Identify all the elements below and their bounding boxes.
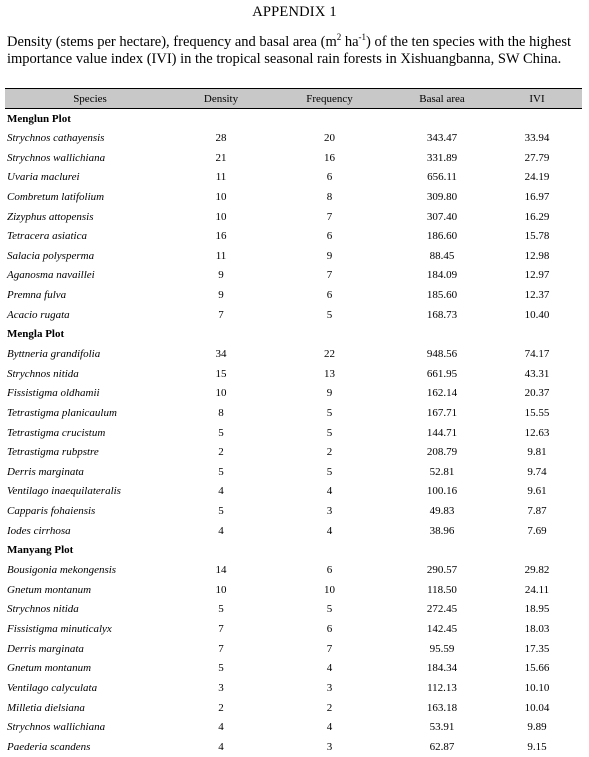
ivi-value: 18.03 — [524, 622, 550, 635]
frequency-value: 4 — [326, 662, 333, 675]
table-row — [5, 501, 582, 521]
table-row — [5, 462, 582, 482]
frequency-value: 5 — [326, 406, 333, 419]
frequency-value: 6 — [326, 622, 333, 635]
density-value: 9 — [218, 289, 224, 302]
table-row — [5, 442, 582, 462]
density-value: 10 — [215, 387, 227, 400]
species-table — [5, 88, 582, 757]
species-name: Fissistigma oldhamii — [7, 387, 100, 400]
species-name: Ventilago calyculata — [7, 681, 98, 694]
frequency-value: 5 — [326, 426, 333, 439]
basal-area-value: 948.56 — [426, 348, 458, 360]
plot-heading: Mengla Plot — [7, 328, 65, 341]
frequency-value: 4 — [326, 721, 333, 734]
header-ivi: IVI — [492, 89, 582, 109]
density-value: 21 — [215, 151, 227, 164]
ivi-value: 7.87 — [527, 505, 547, 518]
frequency-value: 8 — [326, 190, 333, 203]
basal-area-value: 331.89 — [426, 151, 458, 164]
basal-area-value: 290.57 — [426, 564, 458, 577]
ivi-value: 12.63 — [524, 426, 550, 439]
basal-area-value: 88.45 — [429, 249, 455, 262]
frequency-value: 16 — [324, 151, 335, 164]
frequency-value: 3 — [326, 505, 333, 518]
table-row — [5, 383, 582, 403]
table-row — [5, 226, 582, 246]
ivi-value: 10.40 — [524, 308, 550, 321]
basal-area-value: 100.16 — [426, 485, 458, 498]
species-name: Premna fulva — [7, 289, 67, 302]
table-row — [5, 246, 582, 266]
density-value: 2 — [218, 701, 224, 714]
frequency-value: 7 — [326, 642, 333, 655]
table-row — [5, 678, 582, 698]
frequency-value: 7 — [326, 269, 333, 282]
header-basal-area: Basal area — [392, 89, 492, 109]
basal-area-value: 142.45 — [426, 622, 458, 635]
basal-area-value: 168.73 — [426, 308, 458, 321]
table-row — [5, 148, 582, 168]
density-value: 5 — [218, 426, 224, 439]
ivi-value: 10.04 — [524, 701, 550, 714]
density-value: 5 — [218, 505, 224, 518]
plot-heading: Manyang Plot — [7, 544, 74, 557]
frequency-value: 6 — [326, 564, 333, 577]
ivi-value: 29.82 — [524, 564, 550, 577]
table-row — [5, 737, 582, 757]
table-row — [5, 128, 582, 148]
frequency-value: 6 — [326, 230, 333, 243]
frequency-value: 20 — [324, 131, 335, 144]
density-value: 3 — [218, 681, 224, 694]
ivi-value: 9.61 — [527, 485, 547, 498]
species-name: Salacia polysperma — [7, 249, 95, 262]
header-species: Species — [5, 89, 175, 109]
frequency-value: 4 — [326, 524, 333, 537]
header-density: Density — [175, 89, 267, 109]
basal-area-value: 62.87 — [429, 740, 455, 753]
ivi-value: 12.37 — [524, 289, 550, 302]
ivi-value: 15.78 — [524, 230, 550, 243]
ivi-value: 10.10 — [524, 681, 550, 694]
species-name: Tetrastigma planicaulum — [7, 406, 117, 419]
species-name: Acacio rugata — [7, 308, 70, 321]
basal-area-value: 49.83 — [429, 505, 455, 518]
basal-area-value: 53.91 — [429, 721, 455, 734]
basal-area-value: 307.40 — [426, 210, 458, 223]
ivi-value: 24.19 — [524, 171, 550, 184]
species-name: Strychnos wallichiana — [7, 151, 106, 164]
density-value: 5 — [218, 465, 224, 478]
species-name: Tetrastigma crucistum — [7, 426, 106, 439]
density-value: 4 — [218, 524, 224, 537]
basal-area-value: 309.80 — [426, 190, 458, 203]
table-row — [5, 266, 582, 286]
species-name: Iodes cirrhosa — [7, 524, 71, 537]
table-row — [5, 600, 582, 620]
density-value: 4 — [218, 740, 224, 753]
table-row — [5, 698, 582, 718]
frequency-value: 22 — [324, 348, 335, 360]
basal-area-value: 95.59 — [429, 642, 455, 655]
basal-area-value: 185.60 — [426, 289, 458, 302]
density-value: 15 — [215, 367, 227, 380]
density-value: 7 — [218, 642, 224, 655]
frequency-value: 9 — [326, 387, 333, 400]
ivi-value: 9.74 — [527, 465, 547, 478]
species-name: Milletia dielsiana — [7, 701, 85, 714]
density-value: 11 — [215, 249, 227, 262]
ivi-value: 33.94 — [524, 131, 550, 144]
table-row — [5, 423, 582, 443]
species-name: Derris marginata — [7, 642, 84, 655]
species-name: Uvaria maclurei — [7, 171, 80, 184]
density-value: 4 — [218, 721, 224, 734]
table-row — [5, 285, 582, 305]
density-value: 8 — [218, 406, 224, 419]
frequency-value: 3 — [326, 740, 333, 753]
caption-superscript-neg1: -1 — [358, 32, 367, 43]
density-value: 28 — [215, 131, 227, 144]
basal-area-value: 661.95 — [426, 367, 458, 380]
caption-text-end: ) of the ten species with the highest importance value index (IVI) in the tropical seasonal rain forests in Xishuangbanna, SW China. — [7, 34, 572, 67]
basal-area-value: 656.11 — [427, 171, 457, 184]
density-value: 9 — [218, 269, 224, 282]
frequency-value: 3 — [326, 681, 333, 694]
frequency-value: 9 — [326, 249, 333, 262]
density-value: 2 — [218, 446, 224, 459]
table-caption — [7, 34, 585, 67]
density-value: 14 — [215, 564, 227, 577]
basal-area-value: 208.79 — [426, 446, 458, 459]
frequency-value: 6 — [326, 171, 333, 184]
density-value: 5 — [218, 662, 224, 675]
frequency-value: 5 — [326, 603, 333, 616]
ivi-value: 20.37 — [524, 387, 550, 400]
density-value: 10 — [215, 583, 227, 596]
species-name: Strychnos nitida — [7, 603, 79, 616]
ivi-value: 9.81 — [527, 446, 547, 459]
basal-area-value: 272.45 — [426, 603, 458, 616]
table-row — [5, 167, 582, 187]
ivi-value: 27.79 — [524, 151, 550, 164]
species-name: Strychnos nitida — [7, 367, 79, 380]
appendix-title: APPENDIX 1 — [252, 4, 337, 20]
header-frequency: Frequency — [267, 89, 392, 109]
ivi-value: 74.17 — [524, 348, 550, 360]
table-row — [5, 639, 582, 659]
density-value: 10 — [215, 190, 227, 203]
species-name: Byttneria grandifolia — [7, 348, 101, 360]
frequency-value: 13 — [324, 367, 335, 380]
table-row — [5, 619, 582, 639]
basal-area-value: 38.96 — [429, 524, 455, 537]
species-name: Ventilago inaequilateralis — [7, 485, 121, 498]
table-row — [5, 305, 582, 325]
ivi-value: 9.89 — [527, 721, 547, 734]
basal-area-value: 52.81 — [429, 465, 455, 478]
species-name: Fissistigma minuticalyx — [7, 622, 112, 635]
ivi-value: 9.15 — [527, 740, 547, 753]
frequency-value: 6 — [326, 289, 333, 302]
species-name: Strychnos wallichiana — [7, 721, 106, 734]
frequency-value: 4 — [326, 485, 333, 498]
table-row — [5, 658, 582, 678]
plot-heading-row — [5, 325, 582, 345]
ivi-value: 12.98 — [524, 249, 550, 262]
plot-heading-row — [5, 109, 582, 129]
ivi-value: 16.29 — [524, 210, 550, 223]
ivi-value: 15.66 — [524, 662, 550, 675]
frequency-value: 2 — [326, 446, 333, 459]
basal-area-value: 162.14 — [426, 387, 458, 400]
species-name: Gnetum montanum — [7, 583, 92, 596]
species-name: Tetrastigma rubpstre — [7, 446, 99, 459]
table-header-row — [5, 89, 582, 109]
frequency-value: 2 — [326, 701, 333, 714]
basal-area-value: 112.13 — [427, 681, 457, 694]
species-name: Bousigonia mekongensis — [7, 564, 117, 577]
density-value: 16 — [215, 230, 227, 243]
density-value: 34 — [215, 348, 227, 360]
table-row — [5, 521, 582, 541]
frequency-value: 10 — [324, 583, 335, 596]
species-name: Tetracera asiatica — [7, 230, 87, 243]
ivi-value: 24.11 — [524, 583, 550, 596]
ivi-value: 18.95 — [524, 603, 550, 616]
caption-text-start: Density (stems per hectare), frequency and basal area (m — [7, 34, 337, 50]
basal-area-value: 144.71 — [426, 426, 458, 439]
basal-area-value: 167.71 — [426, 406, 458, 419]
table-row — [5, 344, 582, 364]
basal-area-value: 118.50 — [427, 583, 457, 596]
species-name: Aganosma navaillei — [7, 269, 95, 282]
frequency-value: 5 — [326, 465, 333, 478]
density-value: 4 — [218, 485, 224, 498]
frequency-value: 7 — [326, 210, 333, 223]
ivi-value: 43.31 — [524, 367, 550, 380]
density-value: 7 — [218, 622, 224, 635]
ivi-value: 7.69 — [527, 524, 547, 537]
table-body — [5, 109, 582, 757]
basal-area-value: 184.34 — [426, 662, 458, 675]
table-row — [5, 403, 582, 423]
species-name: Capparis fohaiensis — [7, 505, 96, 518]
table-row — [5, 560, 582, 580]
basal-area-value: 184.09 — [426, 269, 458, 282]
ivi-value: 12.97 — [524, 269, 550, 282]
species-name: Zizyphus attopensis — [7, 210, 94, 223]
table-row — [5, 207, 582, 227]
table-row — [5, 187, 582, 207]
density-value: 10 — [215, 210, 227, 223]
plot-heading: Menglun Plot — [7, 112, 71, 125]
table-header — [5, 89, 582, 109]
table-row — [5, 580, 582, 600]
frequency-value: 5 — [326, 308, 333, 321]
ivi-value: 17.35 — [524, 642, 550, 655]
table-row — [5, 717, 582, 737]
species-name: Derris marginata — [7, 465, 84, 478]
basal-area-value: 186.60 — [426, 230, 458, 243]
caption-text-middle: ha — [341, 34, 359, 50]
species-name: Strychnos cathayensis — [7, 131, 105, 144]
caption-superscript-2: 2 — [336, 32, 342, 43]
density-value: 7 — [218, 308, 224, 321]
basal-area-value: 343.47 — [426, 131, 458, 144]
basal-area-value: 163.18 — [426, 701, 458, 714]
table-row — [5, 364, 582, 384]
ivi-value: 16.97 — [524, 190, 550, 203]
species-name: Combretum latifolium — [7, 190, 105, 203]
species-name: Gnetum montanum — [7, 662, 92, 675]
species-name: Paederia scandens — [7, 740, 91, 753]
ivi-value: 15.55 — [524, 406, 550, 419]
density-value: 11 — [215, 171, 227, 184]
table-row — [5, 482, 582, 502]
density-value: 5 — [218, 603, 224, 616]
plot-heading-row — [5, 541, 582, 561]
